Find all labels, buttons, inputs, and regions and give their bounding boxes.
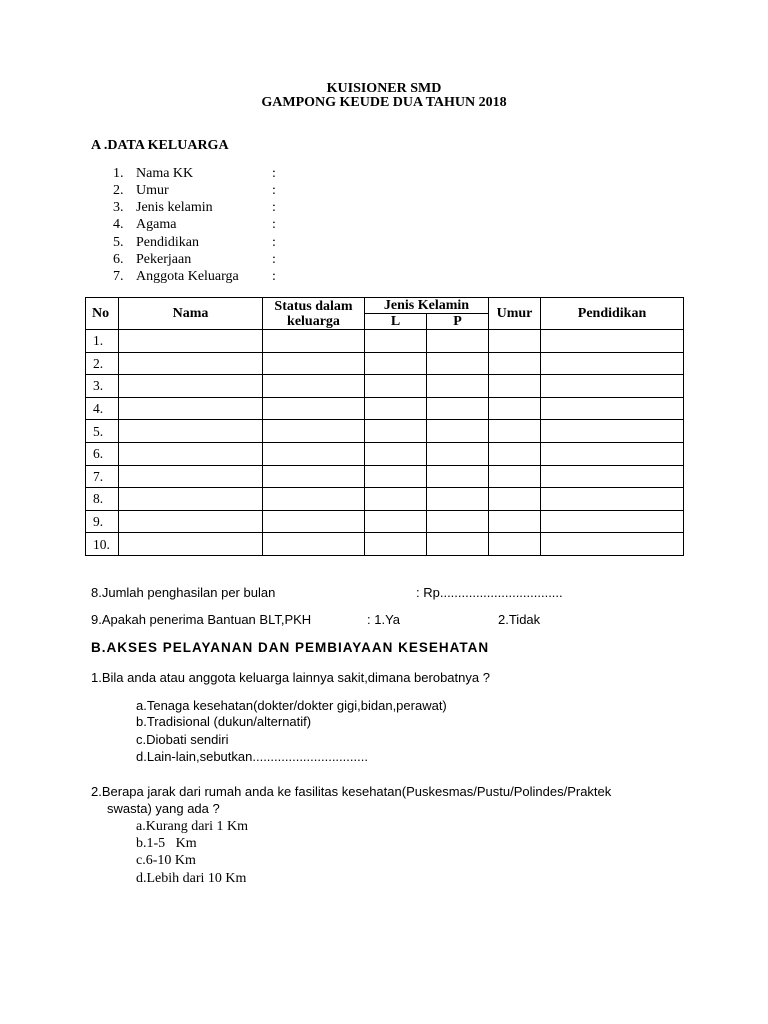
cell-p [427,488,489,511]
field-label: Anggota Keluarga [136,269,239,285]
cell-l [365,420,427,443]
field-label: Agama [136,217,177,233]
cell-status [263,465,365,488]
cell-pendidikan [541,510,684,533]
cell-l [365,465,427,488]
cell-no: 4. [86,397,119,420]
cell-umur [489,442,541,465]
table-row [86,375,684,398]
field-separator: : [272,269,276,285]
document-title: KUISIONER SMD [326,81,442,96]
cell-status [263,510,365,533]
document-subtitle: GAMPONG KEUDE DUA TAHUN 2018 [261,95,507,110]
cell-p [427,330,489,353]
table-row [86,488,684,511]
cell-no: 8. [86,488,119,511]
cell-umur [489,488,541,511]
field-number: 1. [113,165,124,181]
blt-option-yes: : 1.Ya [367,612,401,627]
cell-p [427,510,489,533]
cell-status [263,330,365,353]
cell-no: 10. [86,533,119,556]
cell-no: 5. [86,420,119,443]
table-body [86,330,684,556]
cell-umur [489,533,541,556]
col-header-p: P [427,314,489,330]
table-row [86,352,684,375]
cell-l [365,330,427,353]
field-number: 7. [113,269,124,285]
q2-option-c: c.6-10 Km [136,853,196,868]
cell-status [263,397,365,420]
table-row [86,330,684,353]
cell-l [365,442,427,465]
cell-umur [489,510,541,533]
cell-no: 9. [86,510,119,533]
table-row [86,442,684,465]
field-label: Nama KK [136,165,194,181]
field-label: Jenis kelamin [136,200,213,216]
table-row [86,510,684,533]
cell-l [365,352,427,375]
q1-option-c: c.Diobati sendiri [136,732,229,747]
q2-option-b: b.1-5 Km [136,836,197,851]
col-header-l: L [365,314,427,330]
question-1: 1.Bila anda atau anggota keluarga lainnya sakit,dimana berobatnya ? [91,670,490,685]
field-number: 2. [113,182,124,198]
cell-p [427,420,489,443]
section-b-heading: B.AKSES PELAYANAN DAN PEMBIAYAAN KESEHATAN [91,640,490,655]
cell-pendidikan [541,442,684,465]
table-header [86,298,684,330]
cell-status [263,488,365,511]
cell-nama [119,510,263,533]
field-number: 5. [113,234,124,250]
field-separator: : [272,200,276,216]
cell-nama [119,465,263,488]
field-label: Pendidikan [136,234,199,250]
field-separator: : [272,234,276,250]
cell-status [263,420,365,443]
col-header-nama: Nama [119,298,263,330]
cell-no: 7. [86,465,119,488]
cell-pendidikan [541,330,684,353]
q1-option-d: d.Lain-lain,sebutkan................................ [136,749,368,764]
cell-status [263,533,365,556]
question-2-line2: swasta) yang ada ? [107,801,220,816]
cell-nama [119,420,263,443]
cell-umur [489,397,541,420]
cell-umur [489,352,541,375]
cell-status [263,352,365,375]
cell-umur [489,420,541,443]
q1-option-a: a.Tenaga kesehatan(dokter/dokter gigi,bidan,perawat) [136,698,447,713]
table-row [86,465,684,488]
question-2-line1: 2.Berapa jarak dari rumah anda ke fasilitas kesehatan(Puskesmas/Pustu/Polindes/Praktek [91,784,612,799]
cell-nama [119,375,263,398]
section-a-heading: A .DATA KELUARGA [91,138,229,153]
field-label: Umur [136,182,169,198]
cell-pendidikan [541,533,684,556]
cell-p [427,533,489,556]
cell-nama [119,330,263,353]
cell-nama [119,533,263,556]
field-number: 4. [113,217,124,233]
col-header-status-line1: Status dalam [274,298,353,314]
cell-p [427,352,489,375]
family-members-table [85,297,684,556]
cell-p [427,442,489,465]
q2-option-d: d.Lebih dari 10 Km [136,871,247,886]
cell-no: 3. [86,375,119,398]
cell-l [365,533,427,556]
field-separator: : [272,252,276,267]
field-number: 3. [113,200,124,216]
cell-nama [119,397,263,420]
cell-pendidikan [541,375,684,398]
col-header-no: No [86,298,119,330]
col-header-status-line2: keluarga [287,313,340,329]
q1-option-b: b.Tradisional (dukun/alternatif) [136,714,312,729]
cell-umur [489,375,541,398]
cell-no: 6. [86,442,119,465]
cell-p [427,465,489,488]
cell-l [365,510,427,533]
cell-pendidikan [541,352,684,375]
field-separator: : [272,182,276,198]
cell-l [365,375,427,398]
income-label: 8.Jumlah penghasilan per bulan [91,585,276,600]
cell-p [427,375,489,398]
cell-status [263,442,365,465]
field-separator: : [272,217,276,233]
income-value: : Rp.................................. [416,585,563,600]
col-header-jenis-kelamin: Jenis Kelamin [365,298,489,314]
col-header-pendidikan: Pendidikan [541,298,684,330]
q2-option-a: a.Kurang dari 1 Km [136,819,248,834]
cell-nama [119,488,263,511]
cell-l [365,397,427,420]
col-header-umur: Umur [489,298,541,330]
cell-umur [489,465,541,488]
field-separator: : [272,165,276,181]
cell-status [263,375,365,398]
blt-option-no: 2.Tidak [498,612,541,627]
cell-no: 2. [86,352,119,375]
cell-pendidikan [541,488,684,511]
col-header-status [263,298,365,330]
cell-umur [489,330,541,353]
cell-nama [119,442,263,465]
cell-nama [119,352,263,375]
table-row [86,533,684,556]
field-number: 6. [113,252,124,267]
cell-p [427,397,489,420]
cell-l [365,488,427,511]
cell-pendidikan [541,397,684,420]
table-row [86,397,684,420]
field-label: Pekerjaan [136,252,192,267]
cell-pendidikan [541,420,684,443]
cell-no: 1. [86,330,119,353]
table-row [86,420,684,443]
cell-pendidikan [541,465,684,488]
blt-label: 9.Apakah penerima Bantuan BLT,PKH [91,612,312,627]
